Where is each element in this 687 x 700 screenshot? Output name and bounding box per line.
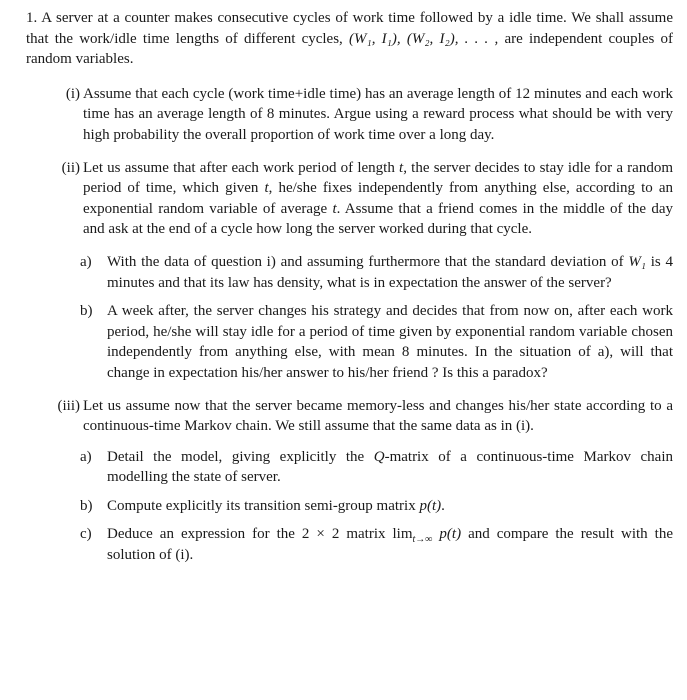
limit-subscript: t→∞ — [412, 534, 433, 546]
subpart-label: b) — [80, 497, 93, 514]
subpart-label: a) — [80, 448, 92, 465]
part-i — [40, 84, 673, 146]
intro-text-b: are independent couples of random variables. — [26, 30, 674, 68]
subpart-label: b) — [80, 303, 93, 320]
subpart-iii-c — [80, 524, 673, 565]
part-label: (iii) — [57, 397, 80, 414]
part-text: Let us assume that after each work period of length t, the server decides to stay idle for a random period of time, which given t, he/she fixes independently from anything else, according to an exponential random variable of average t. Assume that a friend comes in the middle of the day and ask at the end of a cycle how long the server worked during that cycle. — [83, 159, 673, 238]
intro-text-a: A server at a counter makes consecutive cycles of work time followed by a idle time. We shall assume that the work/idle time lengths of different cycles, — [26, 10, 673, 47]
subpart-text: A week after, the server changes his strategy and decides that from now on, after each work period, he/she will stay idle for a period of time given by exponential random variable chosen independently from anything else, with mean 8 minutes. In the situation of a), will that change in expectation his/her answer to his/her friend ? Is this a paradox? — [107, 303, 673, 381]
problem-number: 1. — [26, 10, 38, 26]
subpart-iii-b — [80, 496, 673, 517]
subpart-ii-a — [80, 252, 673, 293]
intro-math-couples: (W₁, I₁), (W₂, I₂), . . . , — [349, 30, 499, 47]
subpart-text: With the data of question i) and assuming furthermore that the standard deviation of W₁ is 4 minutes and that its law has density, what is in expectation the answer of the server? — [107, 253, 673, 291]
part-label: (ii) — [61, 159, 80, 176]
part-text: Assume that each cycle (work time+idle time) has an average length of 12 minutes and each work time has an average length of 8 minutes. Argue using a reward process what should be with very high probability the overall proportion of work time over a long day. — [83, 85, 673, 143]
subpart-text: Deduce an expression for the 2 × 2 matrix $\lim_{t\to\infty} p(t)$ and compare the result with the solution of (i). — [107, 526, 673, 564]
subpart-text: Detail the model, giving explicitly the Q-matrix of a continuous-time Markov chain modelling the state of server. — [107, 448, 674, 486]
part-text: Let us assume now that the server became memory-less and changes his/her state according to a continuous-time Markov chain. We still assume that the same data as in (i). — [83, 397, 673, 435]
part-ii — [40, 158, 673, 384]
problem-intro — [26, 8, 673, 70]
subpart-label: a) — [80, 253, 92, 270]
subpart-label: c) — [80, 526, 92, 543]
part-iii — [40, 396, 673, 566]
part-label: (i) — [65, 85, 80, 102]
subpart-text: Compute explicitly its transition semi-group matrix p(t). — [107, 497, 445, 514]
subpart-iii-a — [80, 447, 673, 488]
subpart-ii-b — [80, 301, 673, 383]
